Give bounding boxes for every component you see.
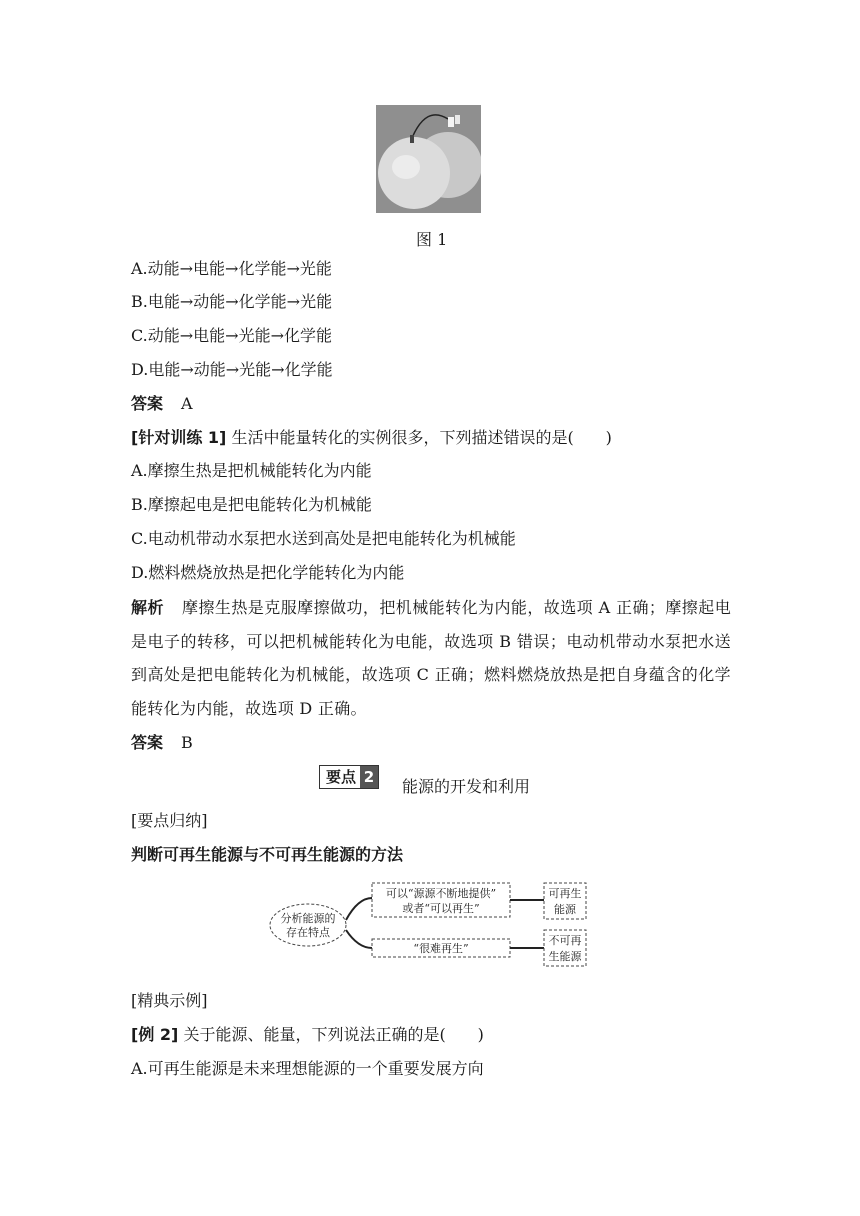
energy-classification-diagram [268, 880, 592, 970]
example-question-text: 关于能源、能量，下列说法正确的是( ) [183, 1025, 484, 1044]
summary-header: [要点归纳] [131, 811, 208, 830]
examples-header: [精典示例] [131, 991, 208, 1010]
bottom-box-text: “很难再生” [413, 942, 469, 955]
analysis-label: 解析 [131, 598, 164, 617]
example-option-a: A.可再生能源是未来理想能源的一个重要发展方向 [131, 1059, 484, 1078]
training-option-c: C.电动机带动水泵把水送到高处是把电能转化为机械能 [131, 529, 516, 548]
method-title: 判断可再生能源与不可再生能源的方法 [131, 845, 404, 864]
training-question-text: 生活中能量转化的实例很多，下列描述错误的是( ) [231, 428, 612, 447]
answer-2 [131, 733, 193, 753]
section-badge-number: 2 [360, 766, 378, 788]
figure-caption: 图 1 [416, 230, 448, 249]
analysis-paragraph [131, 591, 731, 725]
center-ellipse [270, 904, 346, 946]
option-b: B.电能→动能→化学能→光能 [131, 292, 333, 311]
training-tag: [针对训练 1] [131, 428, 227, 447]
center-text-1: 分析能源的 [280, 912, 336, 925]
apple-battery-photo [376, 105, 481, 213]
answer-value: B [181, 733, 193, 752]
top-box-text-1: 可以“源源不断地提供” [385, 887, 497, 900]
training-question [131, 428, 612, 448]
option-d: D.电能→动能→光能→化学能 [131, 360, 333, 379]
training-option-d: D.燃料燃烧放热是把化学能转化为内能 [131, 563, 405, 582]
section-badge-text: 要点 [320, 766, 360, 788]
example-tag: [例 2] [131, 1025, 179, 1044]
answer-label: 答案 [131, 733, 164, 752]
option-a: A.动能→电能→化学能→光能 [131, 259, 332, 278]
renewable-text-2: 能源 [554, 903, 576, 916]
analysis-text: 摩擦生热是克服摩擦做功，把机械能转化为内能，故选项 A 正确；摩擦起电是电子的转移，可以把机械能转化为电能，故选项 B 错误；电动机带动水泵把水送到高处是把电能转化为机械能，故选项 C 正确；燃料燃烧放热是把自身蕴含的化学能转化为内能，故选项 D 正确。 [131, 598, 731, 718]
top-box-text-2: 或者“可以再生” [402, 902, 480, 915]
nonrenewable-text-1: 不可再 [548, 934, 582, 947]
answer-value: A [181, 394, 193, 413]
option-c: C.动能→电能→光能→化学能 [131, 326, 332, 345]
section-badge [319, 765, 379, 789]
section-title: 能源的开发和利用 [402, 777, 531, 796]
training-option-a: A.摩擦生热是把机械能转化为内能 [131, 461, 372, 480]
nonrenewable-text-2: 生能源 [548, 950, 582, 963]
answer-label: 答案 [131, 394, 164, 413]
answer-1 [131, 394, 193, 414]
renewable-text-1: 可再生 [548, 887, 582, 900]
example-question [131, 1025, 484, 1045]
training-option-b: B.摩擦起电是把电能转化为机械能 [131, 495, 372, 514]
center-text-2: 存在特点 [286, 926, 330, 939]
